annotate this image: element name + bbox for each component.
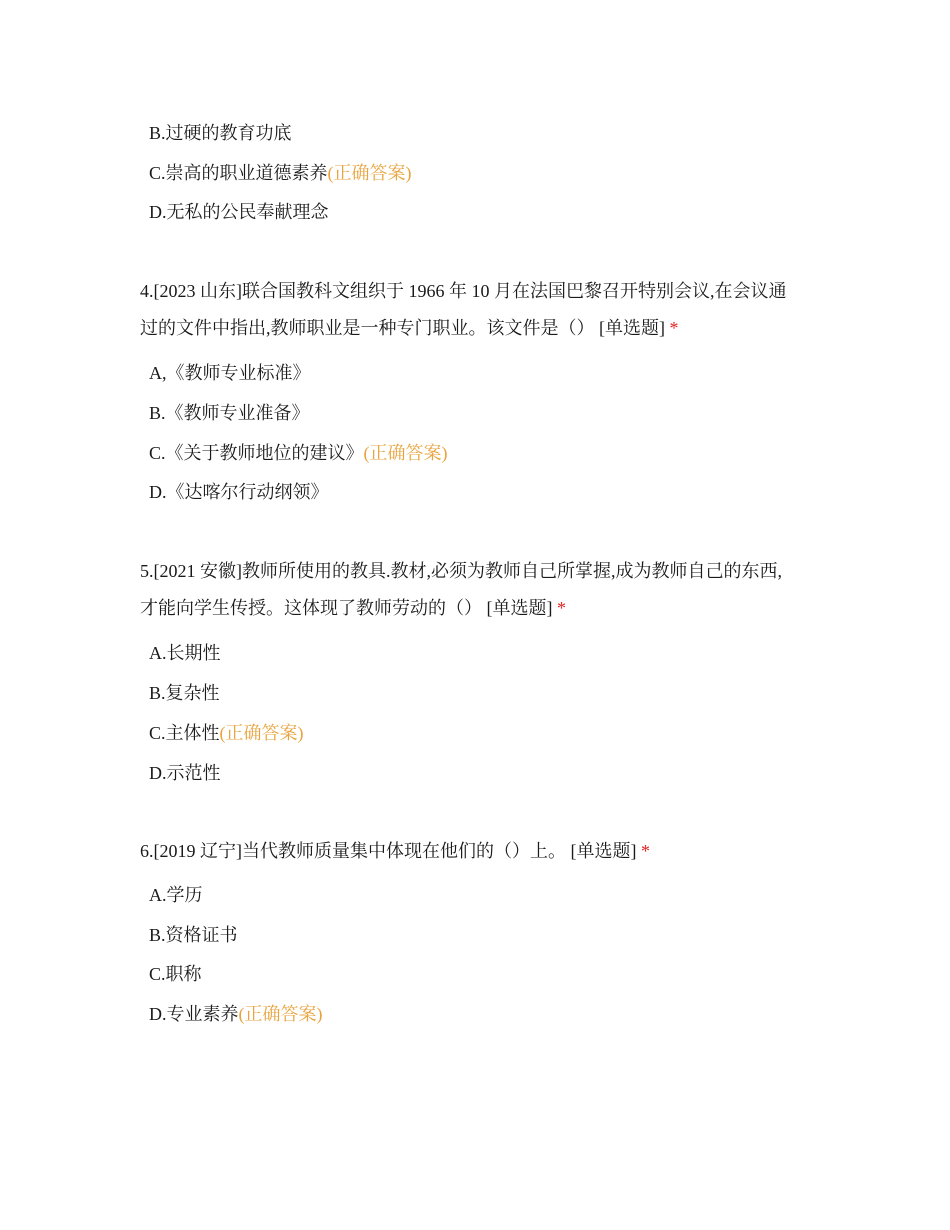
q6-option-c bbox=[149, 962, 202, 986]
q5-option-b bbox=[149, 681, 220, 705]
option-text: B.过硬的教育功底 bbox=[149, 123, 292, 143]
option-text: D.无私的公民奉献理念 bbox=[149, 202, 329, 222]
q4-stem-line1: 4.[2023 山东]联合国教科文组织于 1966 年 10 月在法国巴黎召开特别会议,在会议通 bbox=[140, 281, 787, 301]
option-text: C.职称 bbox=[149, 964, 202, 984]
question-type: [单选题] bbox=[599, 318, 665, 338]
q3-option-d bbox=[149, 200, 329, 224]
option-text: A.长期性 bbox=[149, 643, 221, 663]
q5-option-d bbox=[149, 761, 221, 785]
q5-option-c bbox=[149, 721, 304, 745]
option-text: C.主体性 bbox=[149, 723, 220, 743]
required-marker: * bbox=[641, 841, 650, 861]
option-text: C.崇高的职业道德素养 bbox=[149, 163, 328, 183]
q4-stem-line2 bbox=[140, 315, 679, 341]
q5-option-a bbox=[149, 641, 221, 665]
question-type: [单选题] bbox=[570, 841, 637, 861]
option-text: D.《达喀尔行动纲领》 bbox=[149, 482, 329, 502]
q5-stem-line1: 5.[2021 安徽]教师所使用的教具.教材,必须为教师自己所掌握,成为教师自己的东西, bbox=[140, 561, 782, 581]
correct-answer-tag: (正确答案) bbox=[327, 163, 412, 183]
correct-answer-tag: (正确答案) bbox=[363, 443, 448, 463]
option-text: B.资格证书 bbox=[149, 925, 238, 945]
required-marker: * bbox=[557, 598, 566, 618]
q3-option-b bbox=[149, 121, 292, 145]
question-text: 过的文件中指出,教师职业是一种专门职业。该文件是（） bbox=[140, 318, 595, 338]
option-text: A,《教师专业标准》 bbox=[149, 363, 311, 383]
q4-option-d bbox=[149, 480, 329, 504]
required-marker: * bbox=[669, 318, 679, 338]
option-text: A.学历 bbox=[149, 885, 203, 905]
question-text: 才能向学生传授。这体现了教师劳动的（） bbox=[140, 598, 482, 618]
q6-stem-line1 bbox=[140, 838, 650, 864]
question-text: 6.[2019 辽宁]当代教师质量集中体现在他们的（）上。 bbox=[140, 841, 566, 861]
q5-stem-line2 bbox=[140, 595, 566, 621]
option-text: D.示范性 bbox=[149, 763, 221, 783]
q4-option-a bbox=[149, 361, 311, 385]
correct-answer-tag: (正确答案) bbox=[238, 1004, 323, 1024]
question-type: [单选题] bbox=[486, 598, 553, 618]
q6-option-b bbox=[149, 923, 238, 947]
q3-option-c bbox=[149, 161, 412, 185]
q6-option-a bbox=[149, 883, 203, 907]
correct-answer-tag: (正确答案) bbox=[219, 723, 304, 743]
q6-option-d bbox=[149, 1002, 323, 1026]
option-text: B.《教师专业准备》 bbox=[149, 403, 310, 423]
q4-option-b bbox=[149, 401, 310, 425]
option-text: C.《关于教师地位的建议》 bbox=[149, 443, 364, 463]
option-text: B.复杂性 bbox=[149, 683, 220, 703]
q4-option-c bbox=[149, 441, 448, 465]
option-text: D.专业素养 bbox=[149, 1004, 239, 1024]
